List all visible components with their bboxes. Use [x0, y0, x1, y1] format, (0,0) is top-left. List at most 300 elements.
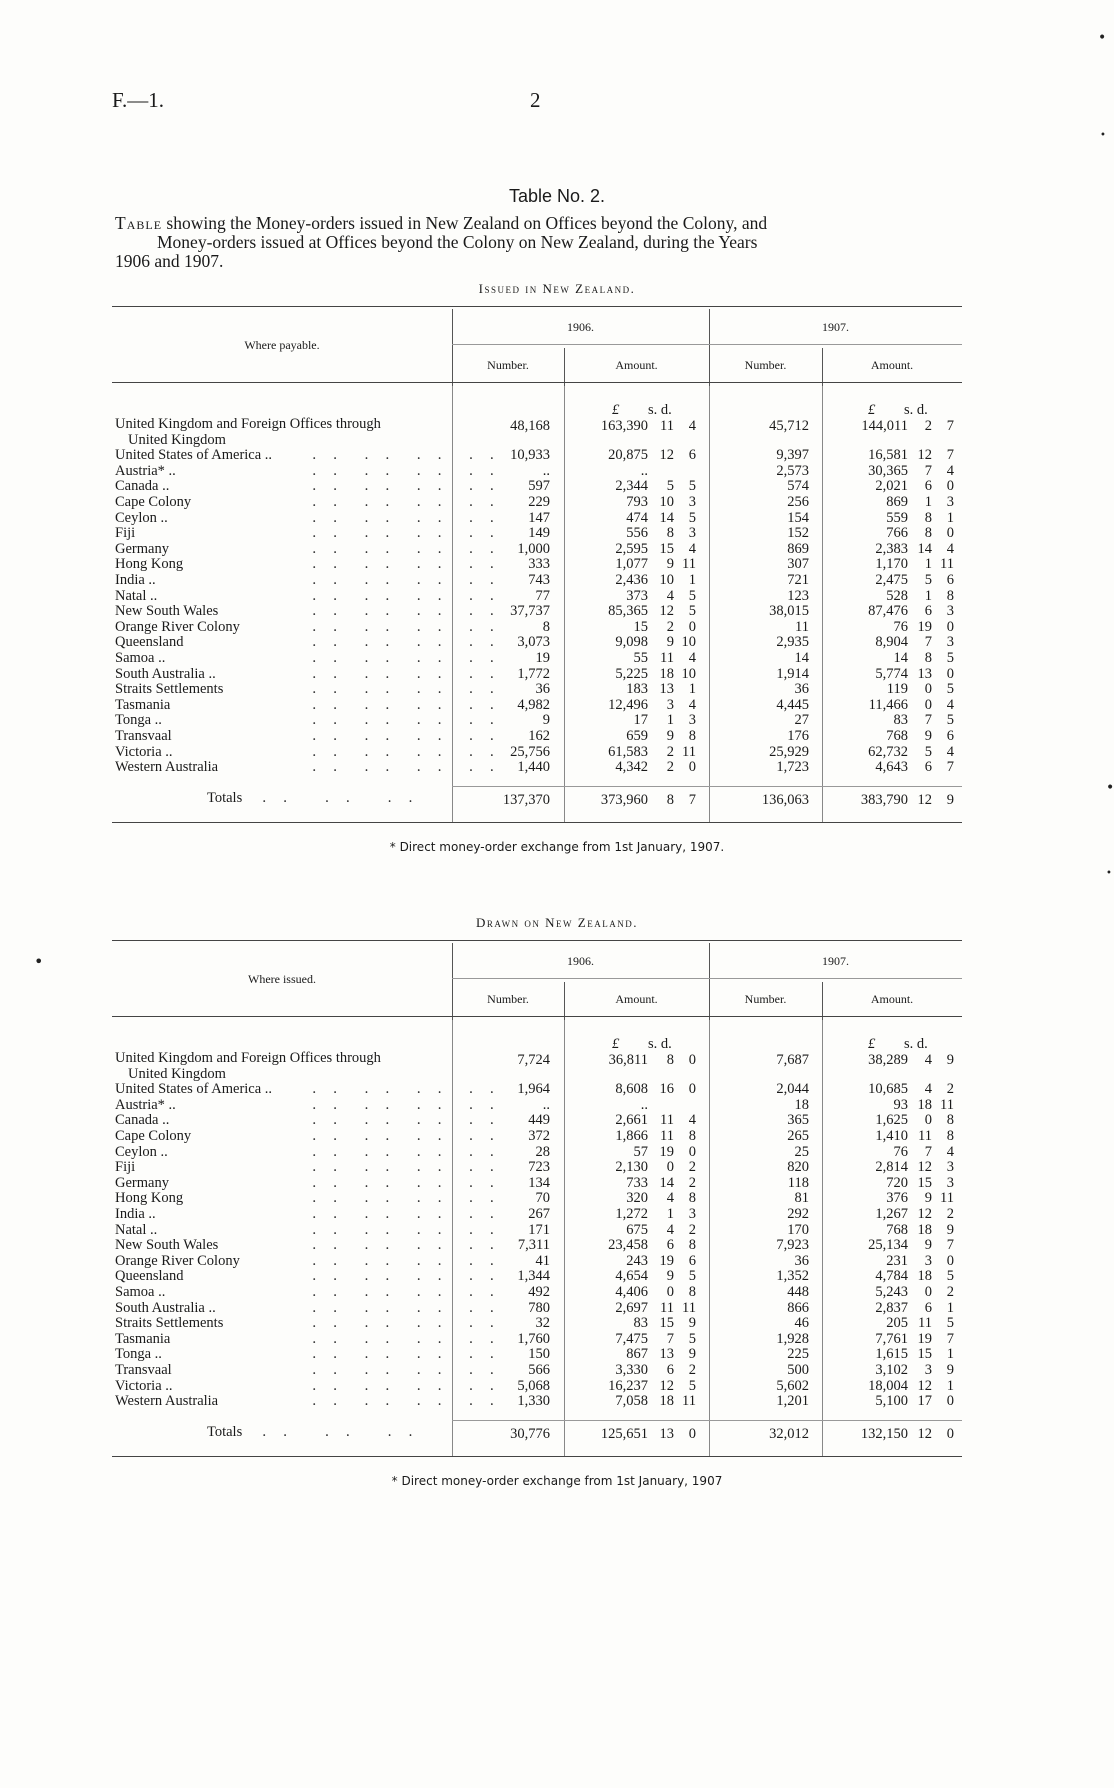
pence-1907: 9: [946, 1362, 954, 1378]
pence-1907: 3: [946, 603, 954, 620]
pounds-1906: 55: [633, 650, 648, 666]
pence-1907: 7: [946, 759, 954, 776]
pence-1907: 0: [946, 618, 954, 635]
row-label: New South Wales: [115, 603, 219, 620]
number-1907: 7,687: [776, 1052, 809, 1068]
rule-top: [112, 306, 962, 307]
pounds-1907: 205: [886, 1315, 908, 1332]
row-label: Austria* ..: [115, 1096, 176, 1113]
pence-1907: 9: [946, 1052, 954, 1068]
number-1907: 36: [794, 1252, 809, 1269]
shillings-1907: 5: [924, 743, 932, 760]
pence-1906: 11: [682, 743, 696, 760]
row-label: Samoa ..: [115, 1284, 166, 1300]
pence-1906: 5: [688, 509, 696, 526]
number-1907: 1,352: [776, 1268, 809, 1285]
row-label: South Australia ..: [115, 1299, 216, 1316]
shillings-1906: 9: [666, 556, 674, 573]
leader-dots: . . . . . . . .: [312, 462, 501, 479]
total-pence-1906: 7: [688, 792, 696, 808]
pounds-1907: 5,100: [875, 1393, 908, 1410]
shillings-1907: 6: [924, 759, 932, 776]
pence-1906: 5: [688, 1377, 696, 1394]
leader-dots: . . . . . . . .: [312, 1346, 501, 1363]
leader-dots: . . . . . . . .: [312, 1190, 501, 1207]
shillings-1907: 3: [924, 1252, 932, 1269]
shillings-1907: 0: [924, 1284, 932, 1300]
number-1907: 265: [787, 1128, 809, 1144]
shillings-1906: 6: [666, 1362, 674, 1378]
pounds-1906: 1,866: [615, 1128, 648, 1144]
number-1907: 448: [787, 1284, 809, 1300]
number-1907: 7,923: [776, 1237, 809, 1254]
pence-1906: 0: [688, 759, 696, 776]
number-1907: 2,935: [776, 634, 809, 651]
pounds-1906: 23,458: [608, 1237, 648, 1254]
leader-dots: . . . . . . . .: [312, 728, 501, 744]
page-number: 2: [530, 88, 541, 112]
shillings-1907: 17: [917, 1393, 932, 1410]
total-pounds-1906: 373,960: [600, 792, 648, 808]
number-1906: 7,311: [517, 1237, 550, 1254]
rule-totals: [452, 1420, 962, 1421]
total-pence-1907: 9: [946, 792, 954, 808]
pounds-1907: 93: [893, 1096, 908, 1113]
shillings-1906: 2: [666, 743, 674, 760]
shillings-1906: 14: [659, 509, 674, 526]
pence-1907: 2: [946, 1081, 954, 1098]
number-1907: 45,712: [769, 418, 809, 434]
pounds-1906: 7,475: [615, 1330, 648, 1347]
pounds-1907: 720: [886, 1174, 908, 1191]
issued-section-title: Issued in New Zealand.: [478, 281, 636, 296]
table-caption: [115, 214, 965, 271]
shillings-1906: 0: [666, 1159, 674, 1176]
number-1906: 597: [528, 478, 550, 495]
pounds-1906: 320: [626, 1190, 648, 1207]
pence-1906: 4: [688, 1112, 696, 1129]
pounds-1906: 5,225: [615, 665, 648, 682]
pounds-1907: 5,774: [875, 665, 908, 682]
pounds-1906: 2,595: [615, 540, 648, 557]
number-1907: 25: [794, 1143, 809, 1160]
total-pence-1907: 0: [946, 1426, 954, 1442]
caption-lead: Table: [115, 213, 163, 233]
row-label: Tonga ..: [115, 1346, 162, 1363]
number-1906: 7,724: [517, 1052, 550, 1068]
number-1906: 19: [535, 650, 550, 666]
pence-1906: 6: [688, 447, 696, 464]
shillings-1907: 19: [917, 1330, 932, 1347]
rule-year: [452, 978, 962, 979]
shillings-1907: 19: [917, 618, 932, 635]
row-label: India ..: [115, 1206, 156, 1222]
row-label: Orange River Colony: [115, 1252, 240, 1269]
pound-sign-1907: £: [868, 402, 876, 418]
shillings-1906: 1: [666, 712, 674, 729]
drawn-section-title: Drawn on New Zealand.: [476, 915, 638, 930]
number-1906: 162: [528, 728, 550, 744]
row-label: Fiji: [115, 1159, 136, 1176]
rule-bottom: [112, 822, 962, 823]
leader-dots: . . . . . . . .: [312, 494, 501, 510]
pounds-1906: 675: [626, 1221, 648, 1238]
pence-1907: 2: [946, 1206, 954, 1222]
shillings-1906: 4: [666, 587, 674, 604]
row-label: Transvaal: [115, 1362, 172, 1378]
shillings-1906: 1: [666, 1206, 674, 1222]
rule-bottom: [112, 1456, 962, 1457]
number-1907: 365: [787, 1112, 809, 1129]
amount-header-1907: Amount.: [870, 992, 914, 1006]
shillings-1906: 15: [659, 1315, 674, 1332]
pence-1906: 2: [688, 1362, 696, 1378]
number-1906: 743: [528, 572, 550, 588]
pounds-1906: 9,098: [615, 634, 648, 651]
number-1907: 11: [795, 618, 809, 635]
pounds-1907: 1,267: [875, 1206, 908, 1222]
total-shillings-1907: 12: [917, 792, 932, 808]
row-label: Fiji: [115, 525, 136, 542]
pounds-1906: 1,272: [615, 1206, 648, 1222]
pence-1906: 10: [681, 665, 696, 682]
row-label: Hong Kong: [115, 1190, 184, 1207]
shillings-1906: 12: [659, 447, 674, 464]
leader-dots: . . . . . . . .: [312, 665, 501, 682]
pence-1906: 10: [681, 634, 696, 651]
number-1906: 3,073: [517, 634, 550, 651]
shillings-1907: 12: [917, 1206, 932, 1222]
year-1906-header: 1906.: [567, 320, 594, 334]
shillings-1907: 11: [918, 1315, 932, 1332]
pence-1906: 3: [688, 1206, 696, 1222]
leader-dots: . . . . . . . .: [312, 759, 501, 776]
pounds-1906: 2,130: [615, 1159, 648, 1176]
pounds-1907: 2,383: [875, 540, 908, 557]
number-1906: 147: [528, 509, 550, 526]
leader-dots: . . . . . . . .: [312, 1284, 501, 1300]
pounds-1907: 16,581: [868, 447, 908, 464]
pence-1906: 8: [688, 1190, 696, 1207]
shillings-1907: 6: [924, 478, 932, 495]
number-1907: 2,573: [776, 462, 809, 479]
pence-1907: 1: [946, 1299, 954, 1316]
pounds-1906: 243: [626, 1252, 648, 1269]
margin-mark: •: [1100, 130, 1106, 141]
sd-header-1907: s. d.: [904, 402, 928, 418]
pence-1907: 1: [946, 1346, 954, 1363]
pounds-1907: 766: [886, 525, 908, 542]
pounds-1907: 376: [886, 1190, 908, 1207]
leader-dots: . . . . . . . .: [312, 1393, 501, 1410]
number-1907: 869: [787, 540, 809, 557]
pounds-1907: 76: [893, 1143, 908, 1160]
number-1906: 780: [528, 1299, 550, 1316]
shillings-1906: 11: [660, 418, 674, 434]
row-label: United States of America ..: [115, 1081, 273, 1098]
row-label: Queensland: [115, 634, 184, 651]
pounds-1907: 2,837: [875, 1299, 908, 1316]
number-1907: 1,914: [776, 665, 809, 682]
leader-dots: . . . . . . . .: [312, 556, 501, 573]
pence-1907: 5: [946, 1315, 954, 1332]
leader-dots: . . . . . . . .: [312, 743, 501, 760]
number-1906: 41: [535, 1252, 550, 1269]
number-1907: 4,445: [776, 696, 809, 713]
pounds-1906: 2,344: [615, 478, 648, 495]
pence-1907: 1: [946, 509, 954, 526]
shillings-1907: 0: [924, 1112, 932, 1129]
leader-dots: . . . . . . . .: [312, 447, 501, 464]
pence-1906: 5: [688, 1268, 696, 1285]
row-label: United Kingdom and Foreign Offices through: [115, 416, 381, 432]
pounds-1907: 2,475: [875, 572, 908, 588]
pence-1907: 8: [946, 1128, 954, 1144]
shillings-1907: 4: [924, 1081, 932, 1098]
row-label: Tasmania: [115, 696, 171, 713]
pounds-1907: 4,784: [875, 1268, 908, 1285]
leader-dots: . . . . . . . .: [312, 587, 501, 604]
shillings-1907: 18: [917, 1096, 932, 1113]
drawn-footnote: * Direct money-order exchange from 1st January, 1907: [391, 1474, 723, 1488]
leader-dots: . . . . . . . .: [312, 1128, 501, 1144]
total-shillings-1906: 13: [659, 1426, 674, 1442]
pounds-1906: 733: [626, 1174, 648, 1191]
shillings-1907: 6: [924, 603, 932, 620]
where-header: Where payable.: [244, 338, 320, 352]
number-header-1906: Number.: [487, 992, 529, 1006]
pence-1906: 2: [688, 1221, 696, 1238]
number-1907: 820: [787, 1159, 809, 1176]
pence-1907: 4: [946, 743, 954, 760]
row-label: New South Wales: [115, 1237, 219, 1254]
leader-dots: . . . . . . . .: [312, 1315, 501, 1332]
leader-dots: . . . . . . . .: [312, 1174, 501, 1191]
pence-1906: 4: [688, 540, 696, 557]
number-1907: 46: [794, 1315, 809, 1332]
total-shillings-1907: 12: [917, 1426, 932, 1442]
shillings-1907: 1: [924, 494, 932, 510]
row-label: Victoria ..: [115, 743, 173, 760]
row-label: Hong Kong: [115, 556, 184, 573]
rule-totals: [452, 786, 962, 787]
shillings-1907: 13: [917, 665, 932, 682]
leader-dots: . . . . . . . .: [312, 1268, 501, 1285]
pounds-1906: 867: [626, 1346, 648, 1363]
row-label: Queensland: [115, 1268, 184, 1285]
pounds-1906: 2,661: [615, 1112, 648, 1129]
page-code: F.—1.: [112, 88, 164, 112]
pence-1906: 9: [688, 1346, 696, 1363]
number-1907: 36: [794, 681, 809, 698]
shillings-1907: 3: [924, 1362, 932, 1378]
pounds-1906: 83: [633, 1315, 648, 1332]
shillings-1906: 0: [666, 1284, 674, 1300]
row-label: Ceylon ..: [115, 1143, 168, 1160]
pounds-1907: 528: [886, 587, 908, 604]
amount-header-1906: Amount.: [615, 358, 658, 372]
row-label: Cape Colony: [115, 1128, 192, 1144]
total-pence-1906: 0: [688, 1426, 696, 1442]
shillings-1907: 7: [924, 712, 932, 729]
issued-footnote: * Direct money-order exchange from 1st January, 1907.: [389, 840, 725, 854]
pence-1907: 2: [946, 1284, 954, 1300]
shillings-1906: 13: [659, 1346, 674, 1363]
pounds-1906: 2,436: [615, 572, 648, 588]
row-label: Transvaal: [115, 728, 172, 744]
number-1906: 1,760: [517, 1330, 550, 1347]
shillings-1907: 18: [917, 1268, 932, 1285]
shillings-1906: 8: [666, 525, 674, 542]
number-1907: 1,928: [776, 1330, 809, 1347]
number-1906: 449: [528, 1112, 550, 1129]
pounds-1907: 38,289: [868, 1052, 908, 1068]
number-1907: 27: [794, 712, 809, 729]
leader-dots: . . . . . . . .: [312, 1112, 501, 1129]
pounds-1907: 144,011: [861, 418, 908, 434]
leader-dots: . . . . . . . .: [312, 509, 501, 526]
leader-dots: . . . . . . . .: [312, 1362, 501, 1378]
shillings-1906: 2: [666, 618, 674, 635]
leader-dots: . . . . . . . .: [312, 1159, 501, 1176]
shillings-1906: 11: [660, 1112, 674, 1129]
pounds-1907: 4,643: [875, 759, 908, 776]
row-label: Straits Settlements: [115, 1315, 224, 1332]
shillings-1907: 7: [924, 634, 932, 651]
pence-1906: 6: [688, 1252, 696, 1269]
amount-header-1907: Amount.: [870, 358, 914, 372]
pounds-1907: 3,102: [875, 1362, 908, 1378]
shillings-1907: 7: [924, 462, 932, 479]
pounds-1906: 8,608: [615, 1081, 648, 1098]
shillings-1906: 6: [666, 1237, 674, 1254]
total-shillings-1906: 8: [666, 792, 674, 808]
pence-1907: 3: [946, 634, 954, 651]
year-1907-header: 1907.: [822, 954, 849, 968]
rule-header: [112, 382, 962, 383]
total-pounds-1907: 132,150: [860, 1426, 908, 1442]
number-1907: 866: [787, 1299, 809, 1316]
shillings-1907: 18: [917, 1221, 932, 1238]
shillings-1906: 14: [659, 1174, 674, 1191]
pounds-1906: 17: [633, 712, 648, 729]
pence-1907: 0: [946, 525, 954, 542]
number-1906: 1,000: [517, 540, 550, 557]
row-label: United States of America ..: [115, 447, 273, 464]
pounds-1907: 869: [886, 494, 908, 510]
number-header-1907: Number.: [744, 992, 787, 1006]
shillings-1906: 13: [659, 681, 674, 698]
number-1906: 32: [535, 1315, 550, 1332]
leader-dots: . . . . . . . .: [312, 572, 501, 588]
pounds-1906: 61,583: [608, 743, 648, 760]
number-header-1907: Number.: [744, 358, 787, 372]
row-label: United Kingdom and Foreign Offices through: [115, 1050, 381, 1066]
pence-1907: 7: [946, 1237, 954, 1254]
margin-mark: •: [1106, 780, 1114, 796]
row-label: Canada ..: [115, 1112, 170, 1129]
row-label: South Australia ..: [115, 665, 216, 682]
row-label: Tasmania: [115, 1330, 171, 1347]
pence-1906: 1: [688, 572, 696, 588]
pound-sign-1906: £: [612, 402, 620, 418]
shillings-1907: 12: [917, 1159, 932, 1176]
pence-1907: 7: [946, 418, 954, 434]
rule-year: [452, 344, 962, 345]
pence-1906: 11: [682, 1299, 696, 1316]
pounds-1906: 2,697: [615, 1299, 648, 1316]
number-1906: 492: [528, 1284, 550, 1300]
leader-dots: . . . . . . . .: [312, 540, 501, 557]
shillings-1906: 11: [660, 1299, 674, 1316]
number-1907: 81: [794, 1190, 809, 1207]
row-label-continued: United Kingdom: [128, 1065, 226, 1082]
shillings-1907: 9: [924, 1237, 932, 1254]
caption-line-1: [115, 214, 965, 233]
pence-1906: 2: [688, 1159, 696, 1176]
row-label: India ..: [115, 572, 156, 588]
row-label: Germany: [115, 540, 169, 557]
pounds-1907: 1,410: [875, 1128, 908, 1144]
pounds-1906: ..: [640, 462, 648, 479]
pence-1906: 3: [688, 494, 696, 510]
shillings-1906: 12: [659, 1377, 674, 1394]
row-label: Victoria ..: [115, 1377, 173, 1394]
pounds-1907: 119: [886, 681, 908, 698]
shillings-1907: 14: [917, 540, 932, 557]
pounds-1906: ..: [640, 1096, 648, 1113]
number-1907: 38,015: [769, 603, 809, 620]
pounds-1907: 30,365: [868, 462, 908, 479]
number-1907: 170: [787, 1221, 809, 1238]
pound-sign-1906: £: [612, 1036, 620, 1052]
shillings-1906: 15: [659, 540, 674, 557]
number-1907: 721: [787, 572, 809, 588]
pounds-1906: 12,496: [608, 696, 648, 713]
shillings-1906: 11: [660, 1128, 674, 1144]
pounds-1906: 474: [626, 509, 648, 526]
leader-dots: . . . . . .: [262, 790, 419, 806]
pounds-1906: 4,654: [615, 1268, 648, 1285]
number-1906: 36: [535, 681, 550, 698]
row-label: Orange River Colony: [115, 618, 240, 635]
shillings-1906: 9: [666, 634, 674, 651]
pounds-1906: 163,390: [600, 418, 648, 434]
shillings-1906: 5: [666, 478, 674, 495]
margin-mark: •: [1098, 30, 1107, 46]
pounds-1907: 62,732: [868, 743, 908, 760]
pounds-1906: 793: [626, 494, 648, 510]
pence-1906: 4: [688, 650, 696, 666]
pence-1906: 0: [688, 1081, 696, 1098]
row-label: Straits Settlements: [115, 681, 224, 698]
shillings-1907: 15: [917, 1346, 932, 1363]
pence-1907: 9: [946, 1221, 954, 1238]
shillings-1907: 9: [924, 1190, 932, 1207]
pence-1907: 3: [946, 1159, 954, 1176]
pence-1907: 6: [946, 728, 954, 744]
pence-1906: 2: [688, 1174, 696, 1191]
shillings-1907: 1: [924, 587, 932, 604]
number-1907: 5,602: [776, 1377, 809, 1394]
caption-line-2: Money-orders issued at Offices beyond the Colony on New Zealand, during the Years: [157, 232, 758, 252]
shillings-1906: 9: [666, 1268, 674, 1285]
pounds-1907: 559: [886, 509, 908, 526]
pounds-1907: 1,170: [875, 556, 908, 573]
shillings-1907: 12: [917, 447, 932, 464]
pounds-1907: 8,904: [875, 634, 908, 651]
table-title: Table No. 2.: [508, 186, 606, 206]
